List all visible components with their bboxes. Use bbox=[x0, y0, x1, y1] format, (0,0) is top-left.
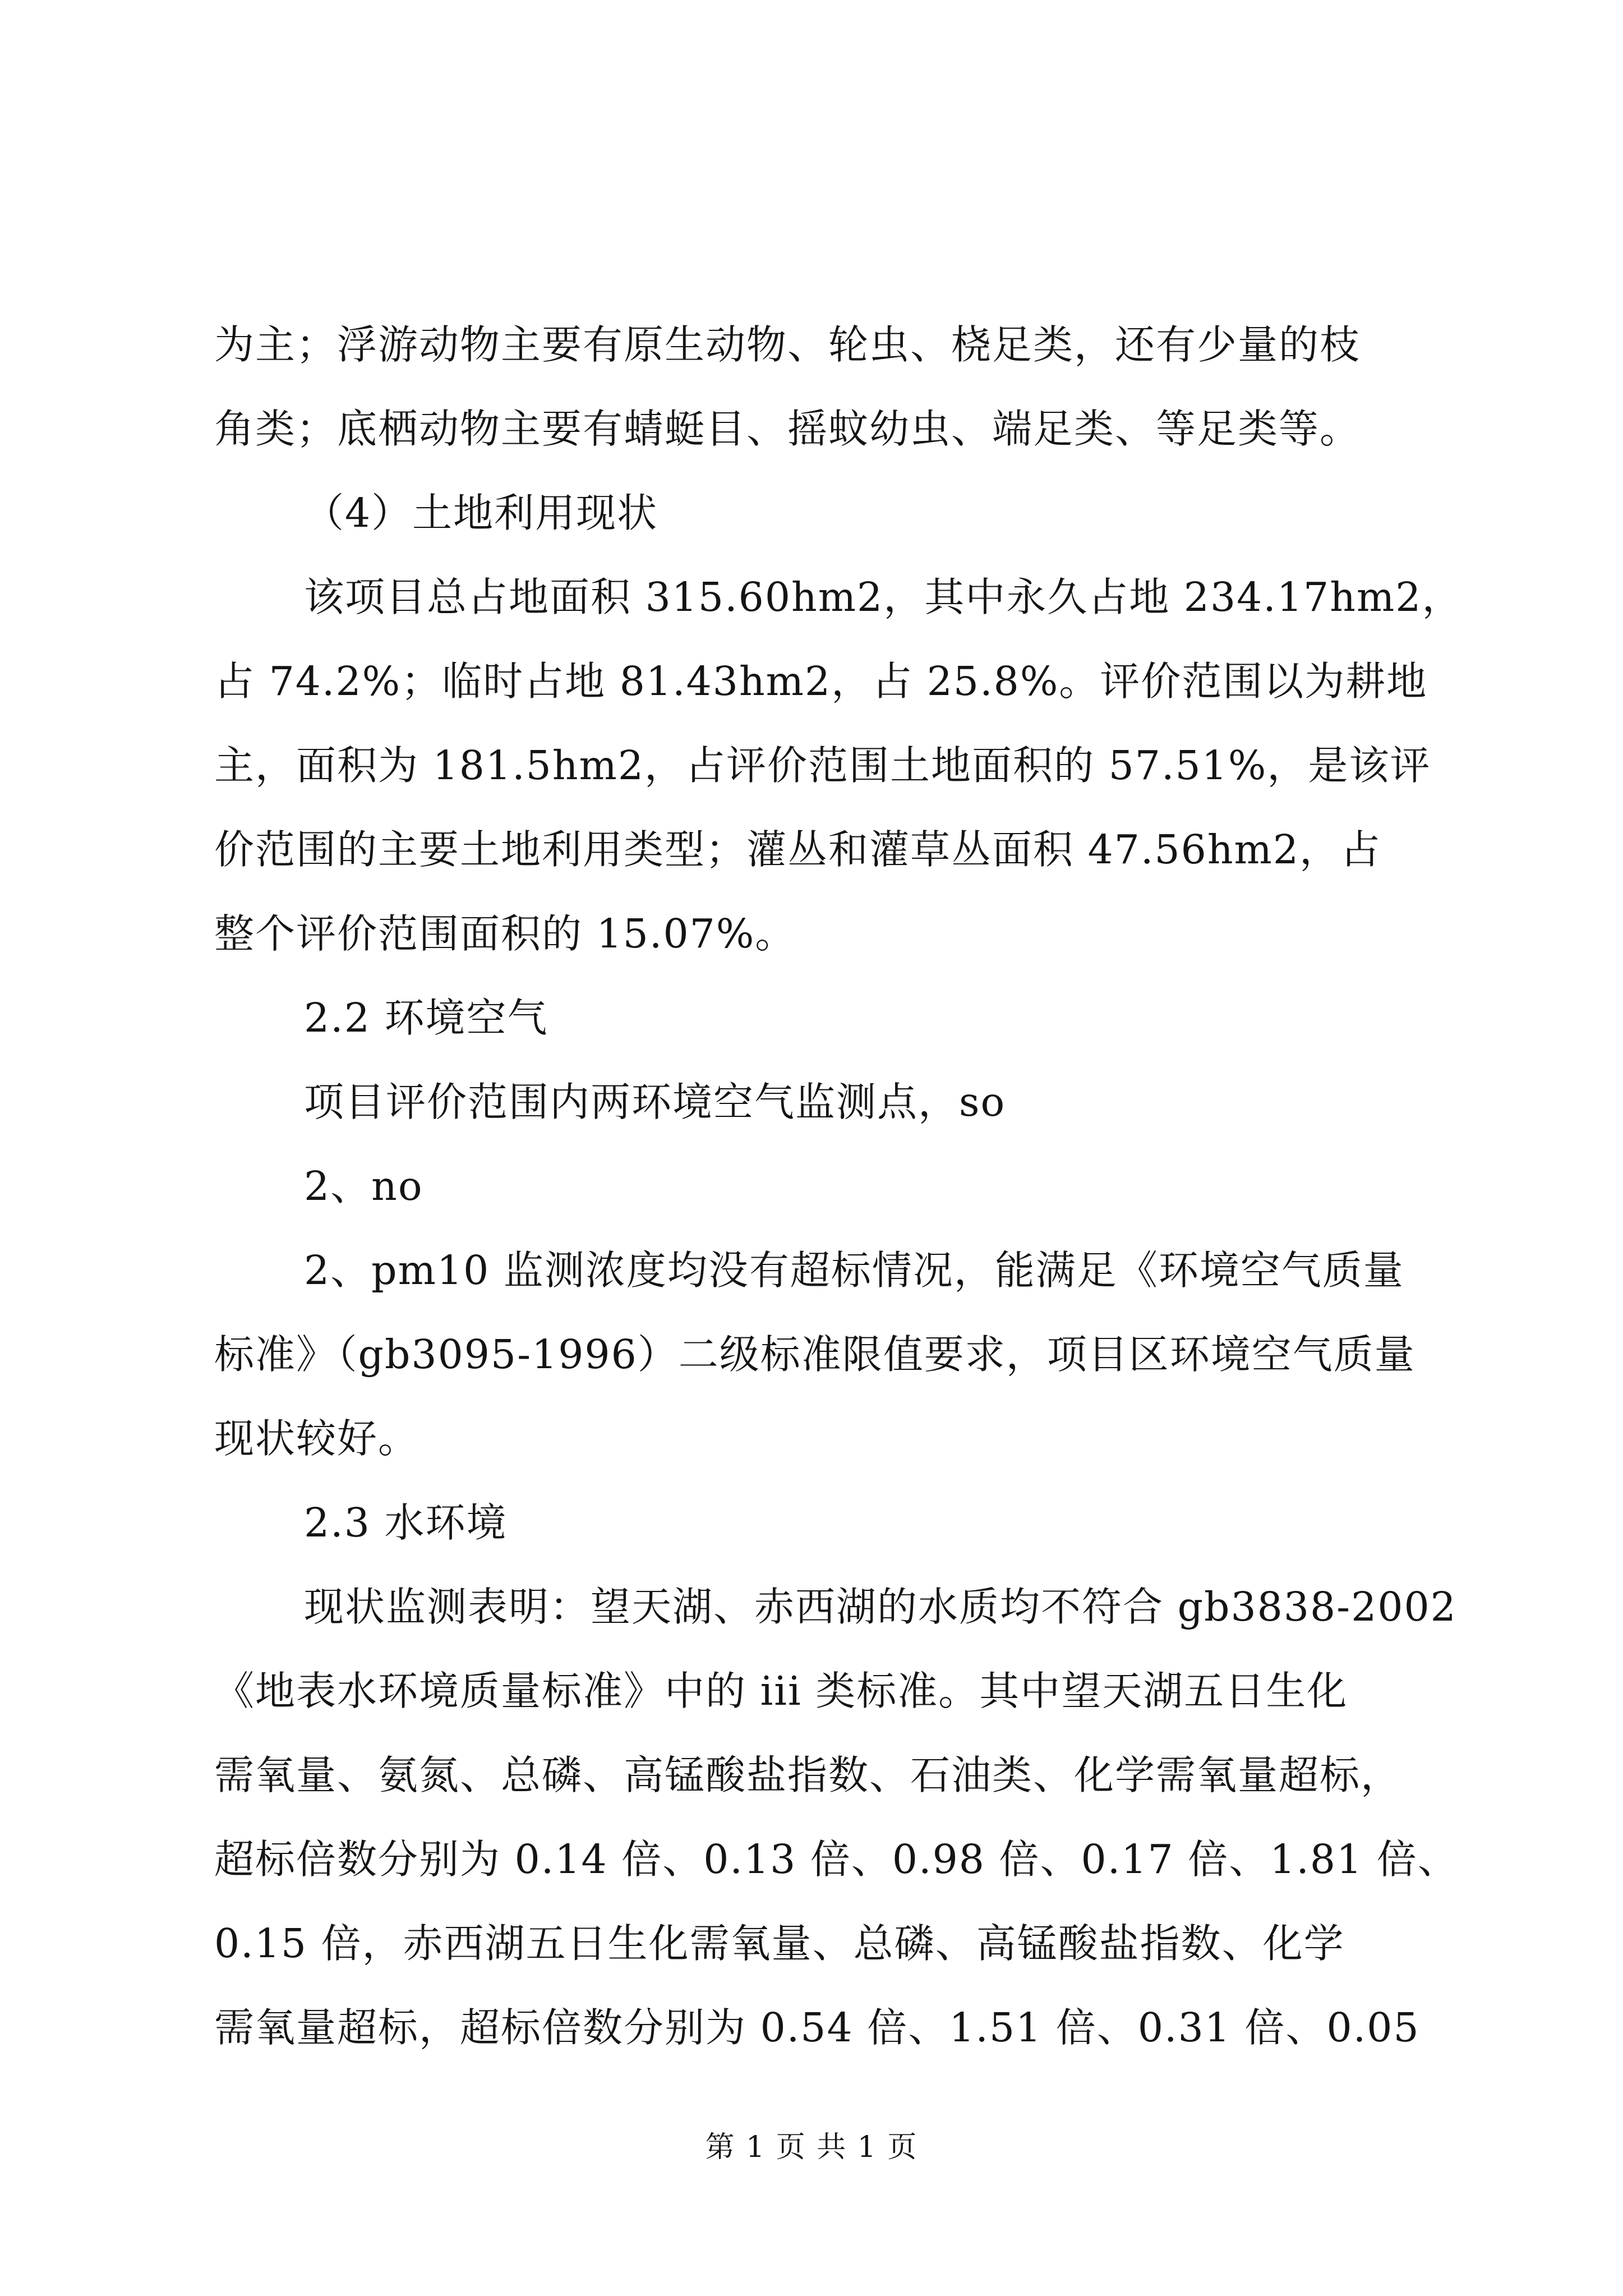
body-text-line: 0.15 倍，赤西湖五日生化需氧量、总磷、高锰酸盐指数、化学 bbox=[214, 1920, 1345, 1967]
body-text-line: 《地表水环境质量标准》中的 iii 类标准。其中望天湖五日生化 bbox=[214, 1668, 1348, 1714]
body-text-line: 现状较好。 bbox=[214, 1415, 419, 1462]
paragraph-first-line: 2、no bbox=[304, 1163, 423, 1209]
body-text-line: 超标倍数分别为 0.14 倍、0.13 倍、0.98 倍、0.17 倍、1.81 倍、 bbox=[214, 1836, 1459, 1883]
section-heading: 2.2 环境空气 bbox=[304, 995, 548, 1041]
paragraph-first-line: 2、pm10 监测浓度均没有超标情况，能满足《环境空气质量 bbox=[304, 1247, 1404, 1294]
page-footer: 第 1 页 共 1 页 bbox=[705, 2131, 918, 2164]
body-text-line: 占 74.2%；临时占地 81.43hm2，占 25.8%。评价范围以为耕地 bbox=[214, 658, 1428, 705]
paragraph-first-line: 项目评价范围内两环境空气监测点，so bbox=[304, 1079, 1006, 1125]
document-body bbox=[214, 303, 1463, 2070]
body-text-line: 价范围的主要土地利用类型；灌丛和灌草丛面积 47.56hm2，占 bbox=[214, 826, 1382, 873]
body-text-line: 标准》（gb3095-1996）二级标准限值要求，项目区环境空气质量 bbox=[214, 1331, 1415, 1378]
body-text-line: 角类；底栖动物主要有蜻蜓目、摇蚊幼虫、端足类、等足类等。 bbox=[214, 406, 1361, 452]
paragraph-first-line: 现状监测表明：望天湖、赤西湖的水质均不符合 gb3838-2002 bbox=[304, 1584, 1457, 1630]
body-text-line: 为主；浮游动物主要有原生动物、轮虫、桡足类，还有少量的枝 bbox=[214, 321, 1361, 368]
body-text-line: 需氧量超标，超标倍数分别为 0.54 倍、1.51 倍、0.31 倍、0.05 bbox=[214, 2004, 1420, 2051]
body-text-line: 整个评价范围面积的 15.07%。 bbox=[214, 910, 796, 957]
body-text-line: 需氧量、氨氮、总磷、高锰酸盐指数、石油类、化学需氧量超标， bbox=[214, 1752, 1402, 1798]
body-text-line: 主，面积为 181.5hm2，占评价范围土地面积的 57.51%，是该评 bbox=[214, 742, 1431, 789]
section-heading: （4）土地利用现状 bbox=[304, 490, 658, 536]
section-heading: 2.3 水环境 bbox=[304, 1499, 508, 1546]
paragraph-first-line: 该项目总占地面积 315.60hm2，其中永久占地 234.17hm2， bbox=[304, 574, 1463, 620]
